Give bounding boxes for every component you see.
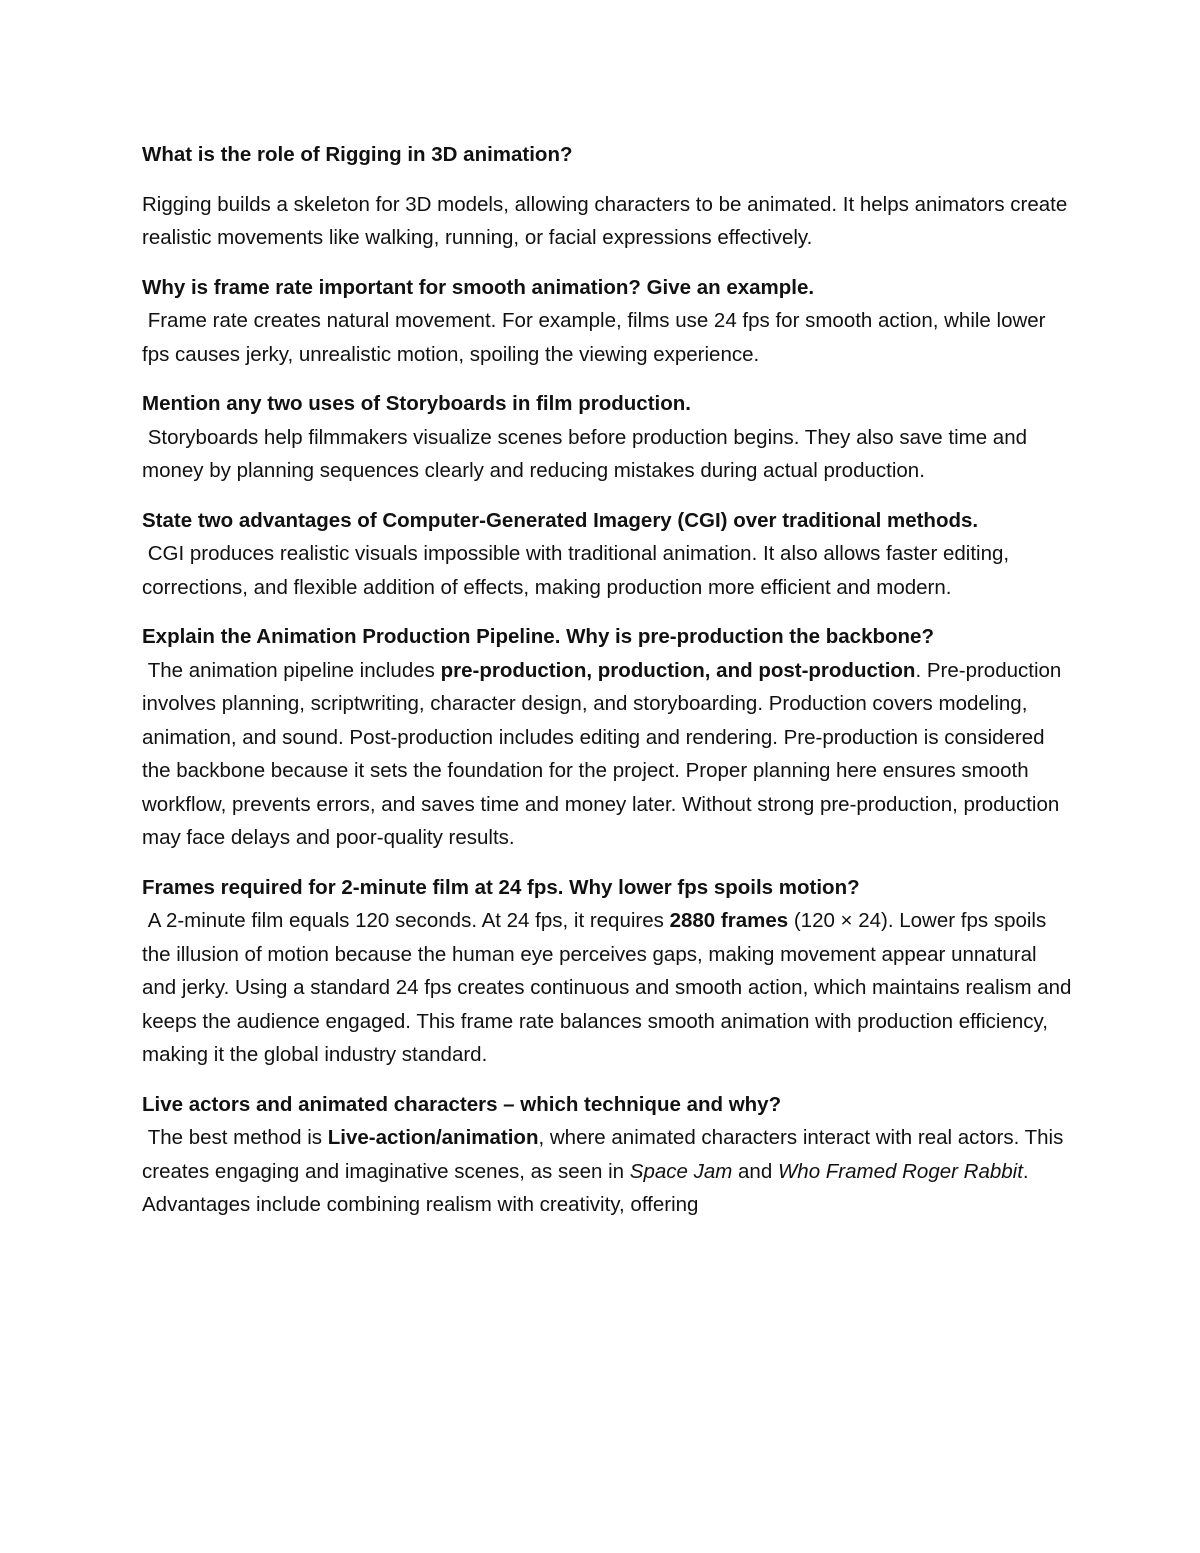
question-heading: State two advantages of Computer-Generated Imagery (CGI) over traditional methods.: [142, 508, 979, 532]
answer-paragraph: CGI produces realistic visuals impossible with traditional animation. It also allows faster editing, corrections, and flexible addition of effects, making production more efficient and modern.: [142, 542, 1015, 599]
question-heading: Mention any two uses of Storyboards in film production.: [142, 392, 691, 415]
qa-section-frame-rate: [142, 271, 1072, 372]
answer-bold-text: 2880 frames: [669, 909, 789, 932]
qa-section-live-action: [142, 1088, 1072, 1222]
question-heading: Live actors and animated characters – which technique and why?: [142, 1092, 782, 1116]
film-title-italic: Space Jam: [629, 1159, 733, 1183]
answer-text: (120 × 24). Lower fps spoils the illusion of motion because the human eye perceives gaps, making movement appear unnatural and jerky. Using a standard 24 fps creates continuous and smooth action, which maintains realism and keeps the audience engaged. This frame rate balances smooth animation with production efficiency, making it the global industry standard.: [142, 909, 1078, 1066]
answer-text: . Advantages include combining realism with creativity, offering: [142, 1159, 1034, 1216]
answer-paragraph: Storyboards help filmmakers visualize scenes before production begins. They also save time and money by planning sequences clearly and reducing mistakes during actual production.: [142, 425, 1033, 482]
answer-paragraph: [142, 1121, 1072, 1222]
answer-paragraph: Frame rate creates natural movement. For example, films use 24 fps for smooth action, while lower fps causes jerky, unrealistic motion, spoiling the viewing experience.: [142, 309, 1052, 366]
answer-bold-text: Live-action/animation: [327, 1126, 539, 1149]
answer-bold-text: pre-production, production, and post-production: [440, 658, 916, 682]
question-heading: Frames required for 2-minute film at 24 fps. Why lower fps spoils motion?: [142, 875, 860, 899]
answer-text: The animation pipeline includes: [142, 658, 441, 682]
qa-section-frames: [142, 871, 1078, 1072]
question-heading: What is the role of Rigging in 3D animation?: [142, 143, 573, 166]
qa-section-cgi: [142, 504, 1072, 605]
answer-text: and: [732, 1159, 778, 1183]
qa-section-rigging: [142, 138, 1072, 255]
question-heading: Why is frame rate important for smooth animation? Give an example.: [142, 275, 815, 299]
answer-text: . Pre-production involves planning, scriptwriting, character design, and storyboarding. Production covers modeling, animation, and sound. Post-production includes editing and rendering. Pre-production is considered the backbone because it sets the foundation for the project. Proper planning here ensures smooth workflow, prevents errors, and saves time and money later. Without strong pre-production, production may face delays and poor-quality results.: [142, 658, 1068, 849]
answer-paragraph: Rigging builds a skeleton for 3D models, allowing characters to be animated. It helps animators create realistic movements like walking, running, or facial expressions effectively.: [142, 192, 1068, 249]
qa-section-storyboards: [142, 387, 1072, 488]
question-heading: Explain the Animation Production Pipeline. Why is pre-production the backbone?: [142, 625, 934, 648]
answer-text: , where animated characters interact with real actors. This creates engaging and imaginative scenes, as seen in: [142, 1126, 1070, 1183]
qa-section-pipeline: [142, 620, 1072, 855]
answer-text: The best method is: [142, 1126, 328, 1149]
answer-text: A 2-minute film equals 120 seconds. At 24 fps, it requires: [142, 909, 670, 932]
answer-paragraph: [142, 904, 1078, 1072]
film-title-italic: Who Framed Roger Rabbit: [777, 1159, 1023, 1183]
document-page: [142, 138, 1078, 1238]
answer-paragraph: [142, 654, 1072, 855]
